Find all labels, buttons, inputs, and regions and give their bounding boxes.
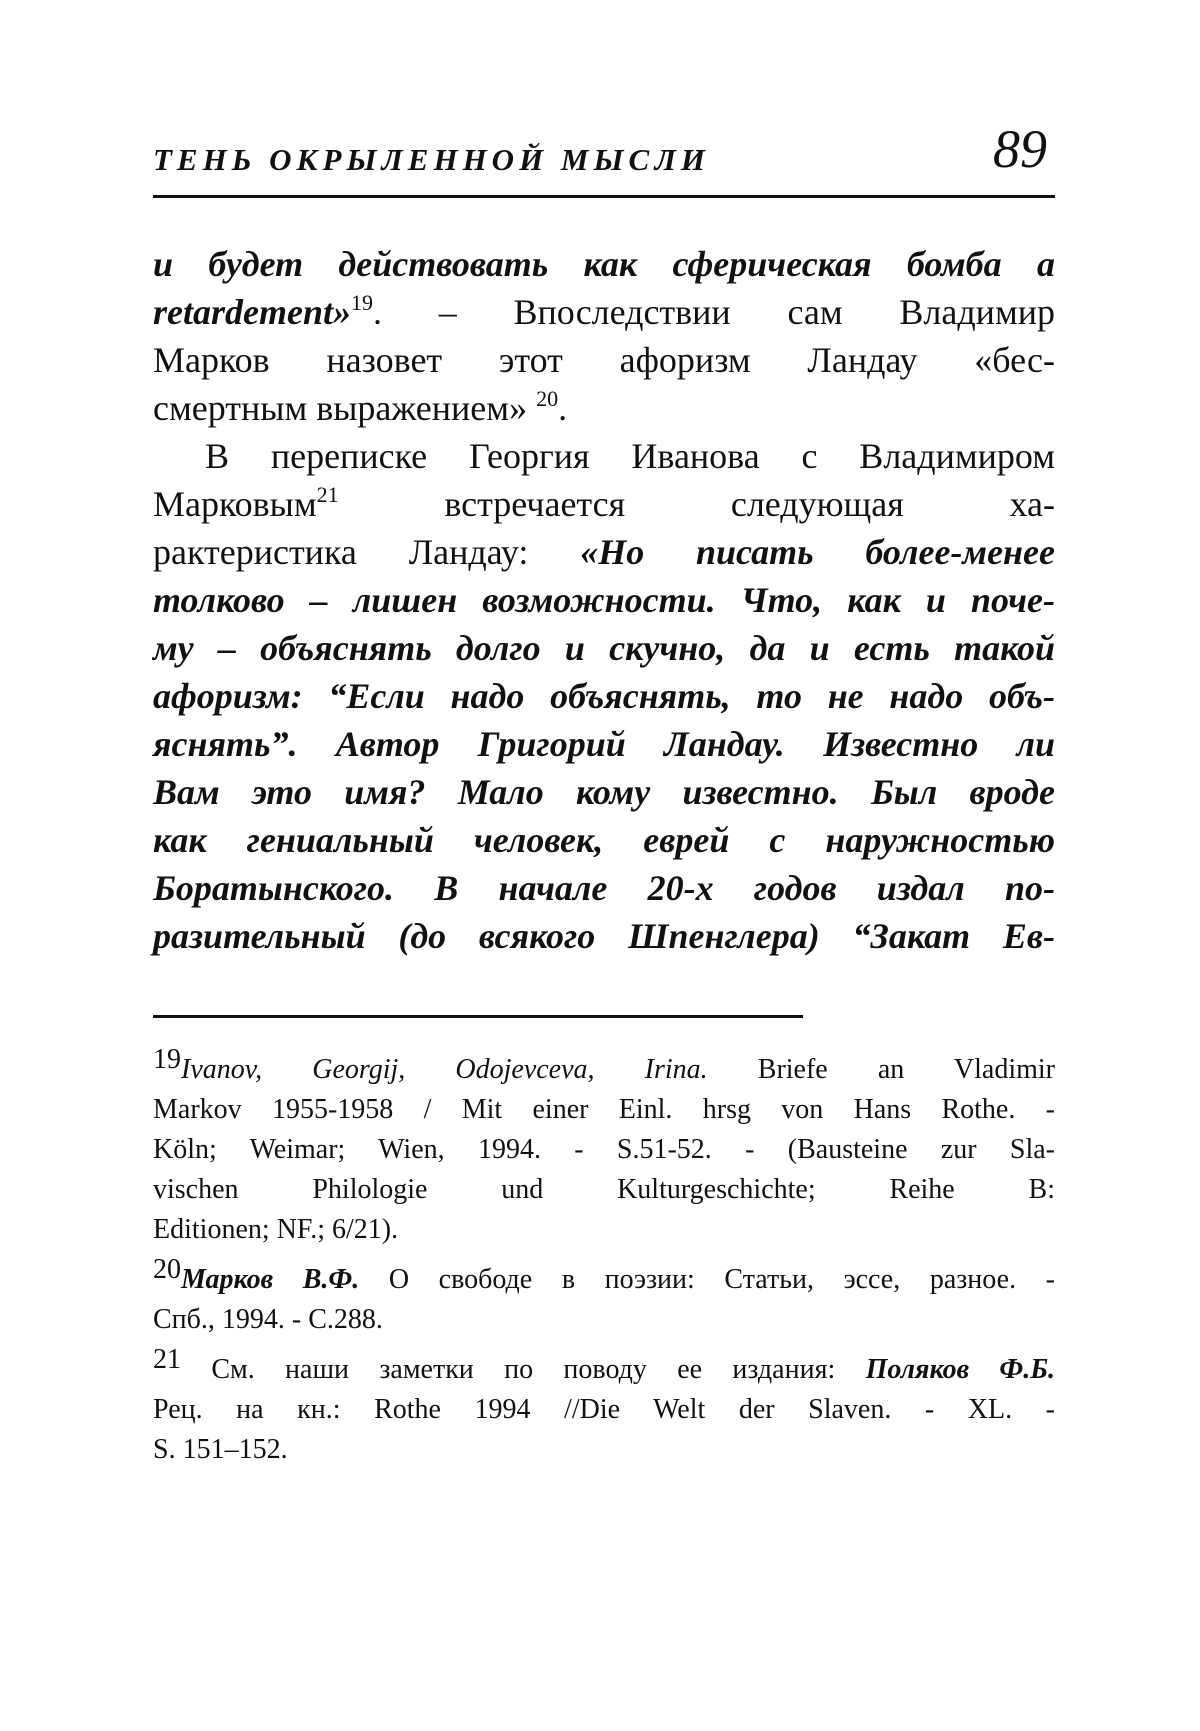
paragraph-2-line-3 bbox=[153, 528, 1055, 576]
footnote-number-20: 20 bbox=[153, 1254, 181, 1285]
footnote-number-19: 19 bbox=[153, 1044, 181, 1075]
paragraph-2-line-10: Боратынского. В начале 20-х годов издал по- bbox=[153, 868, 1055, 908]
footnote-20-line-2: Спб., 1994. - С.288. bbox=[153, 1304, 383, 1335]
footnote-19-line-4: vischen Philologie und Kulturgeschichte; Reihe B: bbox=[153, 1174, 1055, 1205]
paragraph-1-line-2 bbox=[153, 288, 1055, 336]
paragraph-2-line-9: как гениальный человек, еврей с наружностью bbox=[153, 820, 1055, 860]
footnotes bbox=[153, 1044, 1055, 1470]
text-run: Марковым bbox=[153, 484, 317, 524]
text-run: встречается следующая ха- bbox=[338, 484, 1055, 524]
running-head-title: ТЕНЬ ОКРЫЛЕННОЙ МЫСЛИ bbox=[153, 142, 710, 177]
page-number: 89 bbox=[993, 119, 1047, 179]
main-text bbox=[153, 240, 1055, 960]
running-head bbox=[153, 118, 1055, 198]
text-run: рактеристика Ландау: bbox=[153, 532, 581, 572]
footnote-20-line-1 bbox=[153, 1254, 1055, 1300]
text-run: смертным выражением» bbox=[153, 388, 528, 428]
footnote-19-line-1 bbox=[153, 1044, 1055, 1090]
footnote-19-line-3: Köln; Weimar; Wien, 1994. - S.51-52. - (Bausteine zur Sla- bbox=[153, 1134, 1055, 1165]
header-rule bbox=[153, 195, 1055, 198]
footnote-ref-21[interactable]: 21 bbox=[316, 482, 339, 507]
footnote-author: Поляков Ф.Б. bbox=[865, 1354, 1055, 1385]
italic-quote: retardement» bbox=[153, 292, 351, 332]
paragraph-2-line-8: Вам это имя? Мало кому известно. Был вроде bbox=[153, 772, 1055, 812]
paragraph-2-line-6: афоризм: “Если надо объяснять, то не надо объ- bbox=[153, 676, 1055, 716]
paragraph-1-line-3: Марков назовет этот афоризм Ландау «бес- bbox=[153, 340, 1055, 380]
text-run: Briefe an Vladimir bbox=[707, 1054, 1055, 1085]
footnote-number-21: 21 bbox=[153, 1344, 181, 1375]
footnote-21-line-1 bbox=[153, 1344, 1055, 1390]
footnote-19-line-5: Editionen; NF.; 6/21). bbox=[153, 1214, 399, 1245]
footnote-21-line-2: Рец. на кн.: Rothe 1994 //Die Welt der Slaven. - XL. - bbox=[153, 1394, 1055, 1425]
footnote-author: Ivanov, Georgij, Odojevceva, Irina. bbox=[181, 1054, 708, 1085]
footnote-rule bbox=[153, 1015, 803, 1018]
paragraph-2-line-5: му – объяснять долго и скучно, да и есть такой bbox=[153, 628, 1055, 668]
text-run: О свободе в поэзии: Статьи, эссе, разное. - bbox=[359, 1264, 1055, 1295]
footnote-ref-19[interactable]: 19 bbox=[350, 290, 373, 315]
paragraph-2-line-2 bbox=[153, 480, 1055, 528]
footnote-19-line-2: Markov 1955-1958 / Mit einer Einl. hrsg von Hans Rothe. - bbox=[153, 1094, 1055, 1125]
paragraph-2-line-11: разительный (до всякого Шпенглера) “Закат Ев- bbox=[153, 916, 1055, 956]
paragraph-2-line-1: В переписке Георгия Иванова с Владимиром bbox=[205, 436, 1055, 476]
text-run: См. наши заметки по поводу ее издания: bbox=[181, 1354, 866, 1385]
italic-quote: «Но писать более-менее bbox=[580, 532, 1055, 572]
text-run: . – Впоследствии сам Владимир bbox=[372, 292, 1055, 332]
footnote-21-line-3: S. 151–152. bbox=[153, 1434, 288, 1465]
text-run: . bbox=[558, 388, 568, 428]
paragraph-2-line-7: яснять”. Автор Григорий Ландау. Известно ли bbox=[153, 724, 1055, 764]
paragraph-1-line-4 bbox=[153, 384, 1055, 432]
footnote-author: Марков В.Ф. bbox=[181, 1264, 360, 1295]
paragraph-2-line-4: толково – лишен возможности. Что, как и поче- bbox=[153, 580, 1055, 620]
paragraph-1-line-1: и будет действовать как сферическая бомба а bbox=[153, 244, 1055, 284]
footnote-ref-20[interactable]: 20 bbox=[536, 386, 559, 411]
